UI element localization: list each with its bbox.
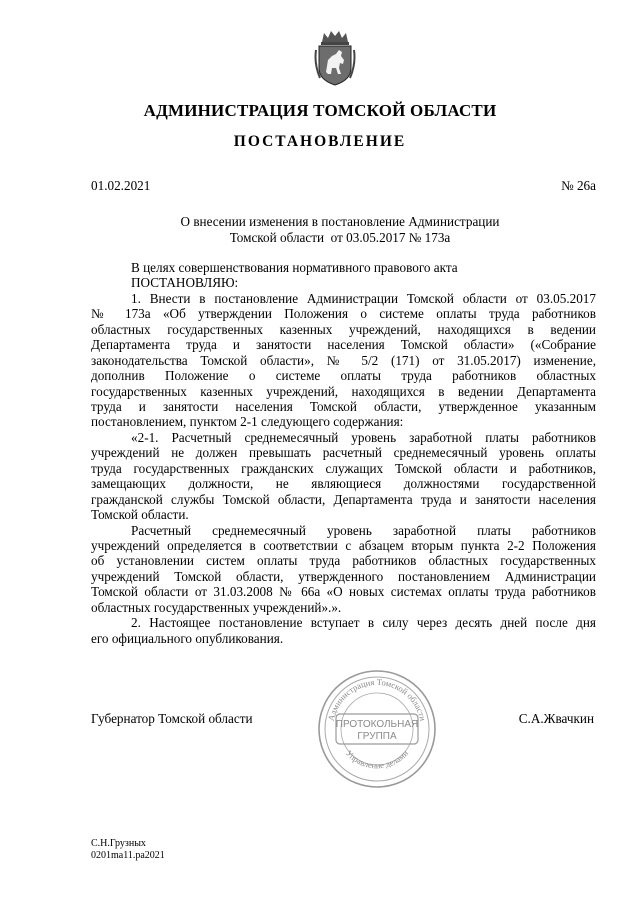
body-line: труда и занятости населения Томской области, утвержденное указанным (91, 398, 596, 414)
body-line: «2-1. Расчетный среднемесячный уровень заработной платы работников (131, 429, 596, 445)
seal-inner-line: ПРОТОКОЛЬНАЯ (335, 719, 419, 730)
file-code: 0201ma11.pa2021 (91, 850, 165, 861)
tomsk-region-coat-of-arms-icon (314, 30, 356, 86)
signer-name: С.А.Жвачкин (518, 711, 594, 726)
document-subject (100, 214, 580, 245)
body-line: 2. Настоящее постановление вступает в силу через десять дней после дня (131, 615, 596, 631)
body-line: В целях совершенствования нормативного правового акта (131, 260, 458, 275)
body-line: Томской области. (91, 507, 189, 523)
body-line: труда государственных гражданских служащих Томской области и работников, (91, 460, 596, 476)
document-body (91, 260, 596, 646)
executor-name: С.Н.Грузных (91, 838, 146, 849)
body-line: учреждений не должен превышать расчетный среднемесячный уровень оплаты (91, 445, 596, 461)
body-line: гражданской службы Томской области, Департамента труда и занятости населения (91, 491, 596, 507)
body-line: постановлением, пунктом 2-1 следующего содержания: (91, 414, 404, 430)
body-line: его официального опубликования. (91, 630, 284, 646)
body-line: Томской области от 31.03.2008 № 66а «О новых системах оплаты труда работников (91, 584, 596, 600)
document-date: 01.02.2021 (91, 178, 151, 193)
body-line: областных государственных учреждений».». (91, 599, 342, 615)
body-line: 1. Внести в постановление Администрации Томской области от 03.05.2017 (131, 290, 596, 306)
body-line: Расчетный среднемесячный уровень заработной платы работников (131, 522, 596, 538)
body-line: областных государственных казенных учреждений, находящихся в ведении (91, 321, 596, 337)
subject-line: Томской области от 03.05.2017 № 173а (229, 229, 451, 245)
body-line: дополнив Положение о системе оплаты труда работников областных (91, 368, 596, 384)
subject-line: О внесении изменения в постановление Администрации (180, 214, 500, 229)
body-line: государственных казенных учреждений, находящихся в ведении Департамента (91, 383, 596, 399)
seal-inner-line: ГРУППА (357, 731, 397, 742)
body-line: учреждений определяется в соответствии с абзацем вторым пункта 2-2 Положения (91, 537, 596, 553)
seal-text-top: Администрация Томской области (325, 676, 429, 722)
official-seal-stamp (316, 668, 438, 790)
body-line: учреждений Томской области, утвержденного постановлением Администрации (91, 568, 596, 584)
body-line: № 173а «Об утверждении Положения о системе оплаты труда работников (91, 306, 596, 322)
body-line: законодательства Томской области», № 5/2 (171) от 31.05.2017) изменение, (91, 352, 596, 368)
document-type-title: ПОСТАНОВЛЕНИЕ (233, 133, 407, 150)
document-footer (91, 838, 165, 862)
body-line: замещающих должности, не являющиеся должностями государственной (91, 476, 596, 492)
signer-position: Губернатор Томской области (91, 711, 253, 726)
organization-title: АДМИНИСТРАЦИЯ ТОМСКОЙ ОБЛАСТИ (143, 101, 497, 120)
body-line: Департамента труда и занятости населения Томской области» («Собрание (91, 337, 596, 353)
body-line: об установлении систем оплаты труда работников областных государственных (91, 553, 596, 569)
seal-text-bottom: Управление делами (343, 748, 411, 771)
body-line: ПОСТАНОВЛЯЮ: (131, 275, 239, 291)
document-number: № 26а (561, 178, 596, 193)
